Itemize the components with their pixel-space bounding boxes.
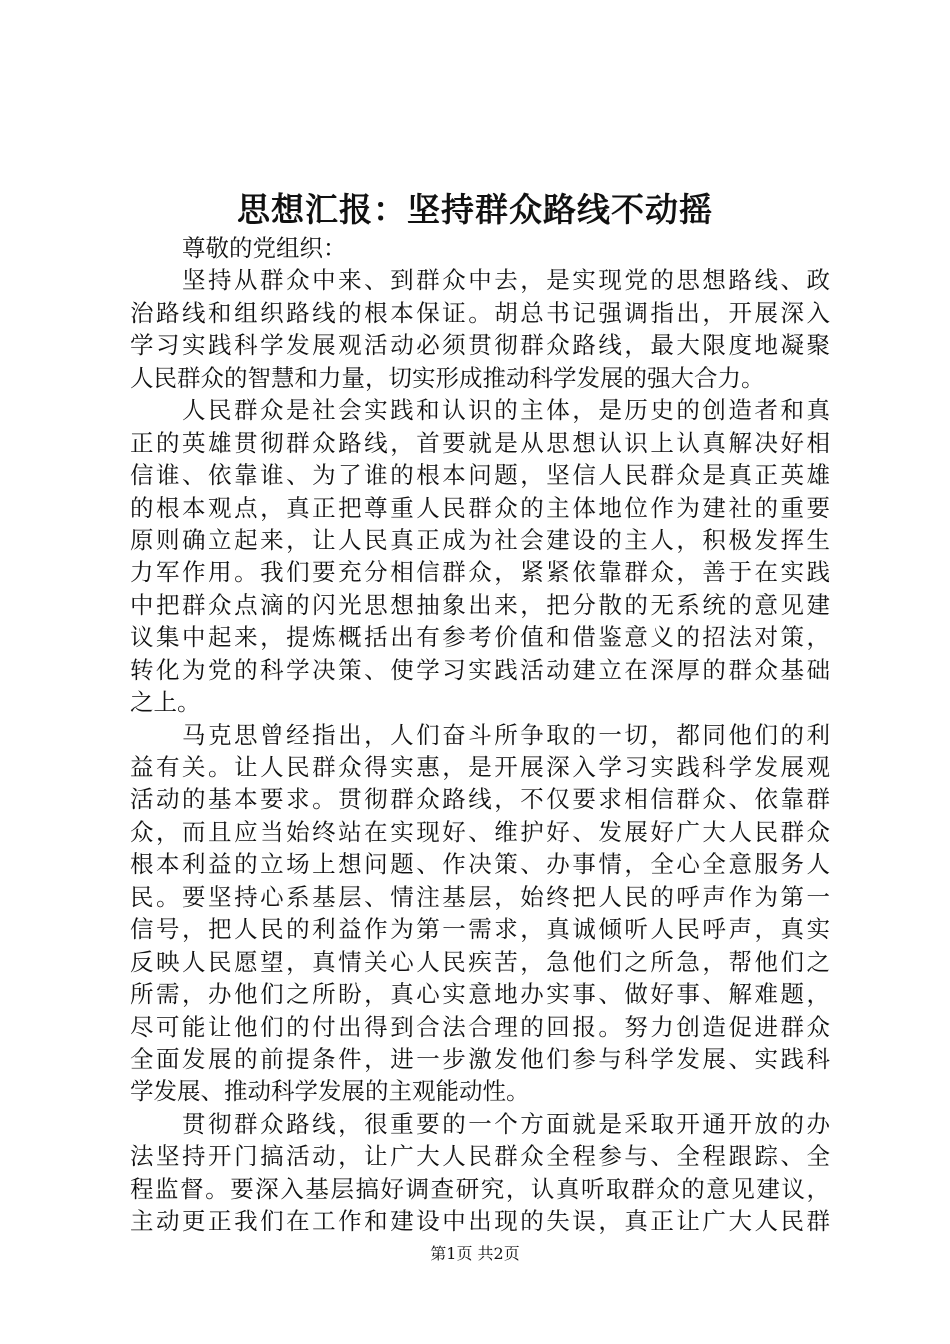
salutation: 尊敬的党组织： xyxy=(182,234,347,262)
paragraph-line: 根本利益的立场上想问题、作决策、办事情，全心全意服务人 xyxy=(130,850,830,879)
document-title: 思想汇报：坚持群众路线不动摇 xyxy=(237,190,713,229)
paragraph-line: 坚持从群众中来、到群众中去，是实现党的思想路线、政 xyxy=(182,266,830,295)
paragraph-line: 信号，把人民的利益作为第一需求，真诚倾听人民呼声，真实 xyxy=(130,915,830,944)
paragraph-line: 人民群众是社会实践和认识的主体，是历史的创造者和真 xyxy=(182,396,830,425)
paragraph-line: 马克思曾经指出，人们奋斗所争取的一切，都同他们的利 xyxy=(182,720,830,749)
paragraph-line: 力军作用。我们要充分相信群众，紧紧依靠群众，善于在实践 xyxy=(130,558,830,587)
paragraph-line: 法坚持开门搞活动，让广大人民群众全程参与、全程跟踪、全 xyxy=(130,1142,830,1171)
paragraph-line: 活动的基本要求。贯彻群众路线，不仅要求相信群众、依靠群 xyxy=(130,785,830,814)
paragraph-line: 尽可能让他们的付出得到合法合理的回报。努力创造促进群众 xyxy=(130,1012,830,1041)
document-body xyxy=(130,232,830,1238)
paragraph-line: 转化为党的科学决策、使学习实践活动建立在深厚的群众基础 xyxy=(130,655,830,684)
page-footer: 第1页 共2页 xyxy=(430,1244,520,1263)
paragraph-line: 之上。 xyxy=(130,688,201,717)
paragraph-line: 所需，办他们之所盼，真心实意地办实事、做好事、解难题， xyxy=(130,980,830,1009)
paragraph-line: 人民群众的智慧和力量，切实形成推动科学发展的强大合力。 xyxy=(130,363,765,392)
paragraph-line: 学习实践科学发展观活动必须贯彻群众路线，最大限度地凝聚 xyxy=(130,331,830,360)
paragraph-line: 主动更正我们在工作和建设中出现的失误，真正让广大人民群 xyxy=(130,1207,830,1236)
paragraph-line: 全面发展的前提条件，进一步激发他们参与科学发展、实践科 xyxy=(130,1044,830,1073)
paragraph-line: 信谁、依靠谁、为了谁的根本问题，坚信人民群众是真正英雄 xyxy=(130,461,830,490)
paragraph-line: 治路线和组织路线的根本保证。胡总书记强调指出，开展深入 xyxy=(130,298,830,327)
paragraph-line: 原则确立起来，让人民真正成为社会建设的主人，积极发挥生 xyxy=(130,525,830,554)
paragraph-line: 正的英雄贯彻群众路线，首要就是从思想认识上认真解决好相 xyxy=(130,428,830,457)
paragraph-line: 中把群众点滴的闪光思想抽象出来，把分散的无系统的意见建 xyxy=(130,590,830,619)
paragraph-line: 贯彻群众路线，很重要的一个方面就是采取开通开放的办 xyxy=(182,1109,830,1138)
paragraph-line: 反映人民愿望，真情关心人民疾苦，急他们之所急，帮他们之 xyxy=(130,947,830,976)
paragraph-line: 众，而且应当始终站在实现好、维护好、发展好广大人民群众 xyxy=(130,817,830,846)
paragraph-line: 益有关。让人民群众得实惠，是开展深入学习实践科学发展观 xyxy=(130,753,830,781)
paragraph-line: 民。要坚持心系基层、情注基层，始终把人民的呼声作为第一 xyxy=(130,882,830,911)
paragraph-line: 议集中起来，提炼概括出有参考价值和借鉴意义的招法对策， xyxy=(130,623,830,652)
paragraph-line: 程监督。要深入基层搞好调查研究，认真听取群众的意见建议， xyxy=(130,1174,830,1203)
paragraph-line: 学发展、推动科学发展的主观能动性。 xyxy=(130,1077,530,1106)
paragraph-line: 的根本观点，真正把尊重人民群众的主体地位作为建社的重要 xyxy=(130,493,830,522)
